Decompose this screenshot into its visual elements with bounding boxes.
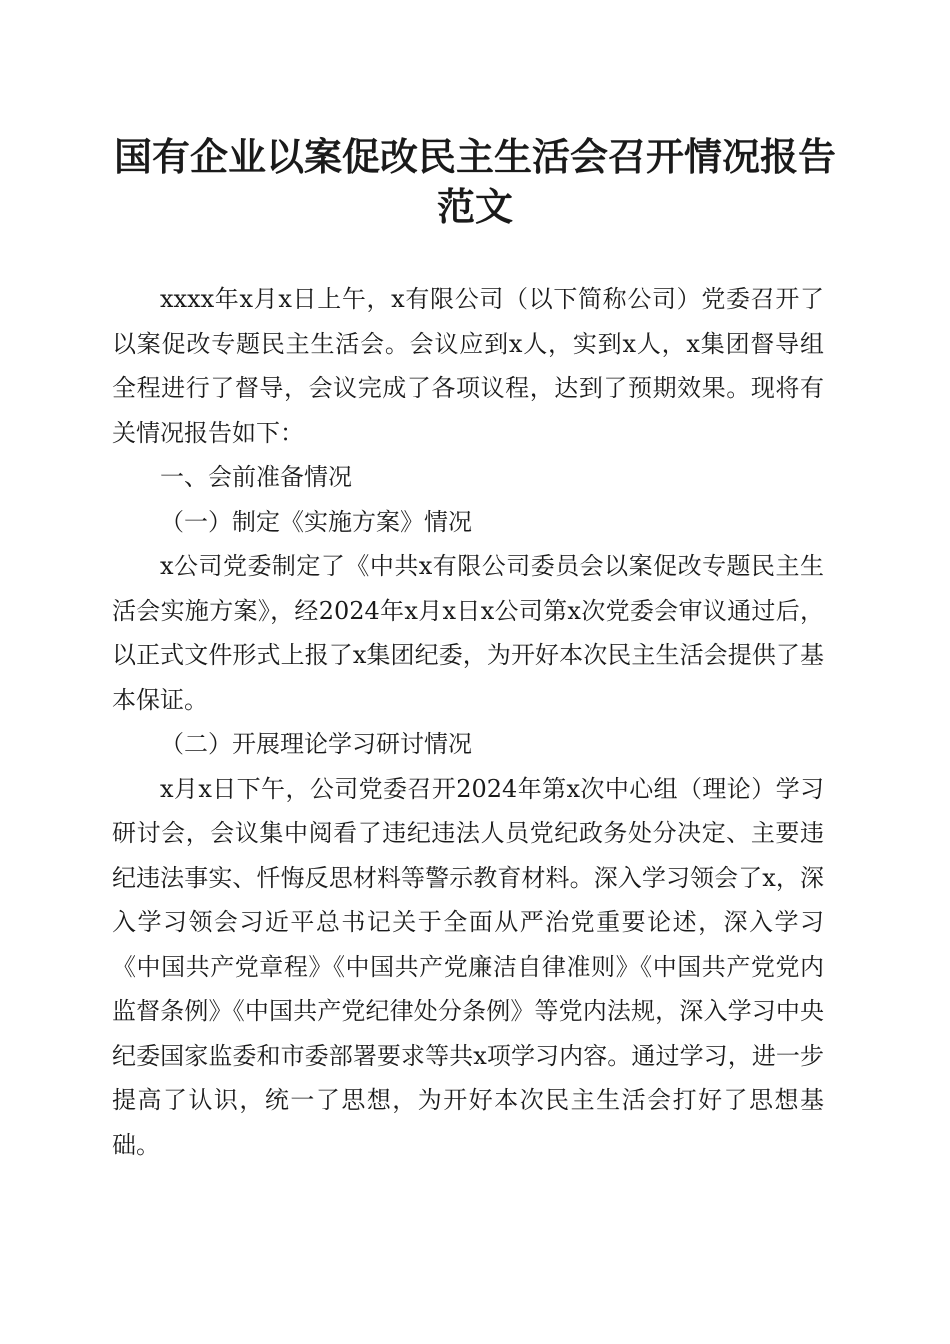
subsection-heading-plan: （一）制定《实施方案》情况 xyxy=(160,507,472,536)
plan-paragraph: x公司党委制定了《中共x有限公司委员会以案促改专题民主生活会实施方案》，经2024年x月x日x公司第x次党委会审议通过后，以正式文件形式上报了x集团纪委，为开好本次民主生活会提供了基本保证。 xyxy=(112,552,824,714)
section-heading-preparation: 一、会前准备情况 xyxy=(160,463,352,491)
intro-paragraph: xxxx年x月x日上午，x有限公司（以下简称公司）党委召开了以案促改专题民主生活会。会议应到x人，实到x人，x集团督导组全程进行了督导，会议完成了各项议程，达到了预期效果。现将有关情况报告如下： xyxy=(112,285,824,447)
document-body xyxy=(112,277,824,1167)
study-paragraph: x月x日下午，公司党委召开2024年第x次中心组（理论）学习研讨会，会议集中阅看了违纪违法人员党纪政务处分决定、主要违纪违法事实、忏悔反思材料等警示教育材料。深入学习领会了x，深入学习领会习近平总书记关于全面从严治党重要论述，深入学习《中国共产党章程》《中国共产党廉洁自律准则》《中国共产党党内监督条例》《中国共产党纪律处分条例》等党内法规，深入学习中央纪委国家监委和市委部署要求等共x项学习内容。通过学习，进一步提高了认识，统一了思想，为开好本次民主生活会打好了思想基础。 xyxy=(112,774,824,1159)
document-title: 国有企业以案促改民主生活会召开情况报告范文 xyxy=(113,134,836,229)
subsection-heading-study: （二）开展理论学习研讨情况 xyxy=(160,730,472,758)
